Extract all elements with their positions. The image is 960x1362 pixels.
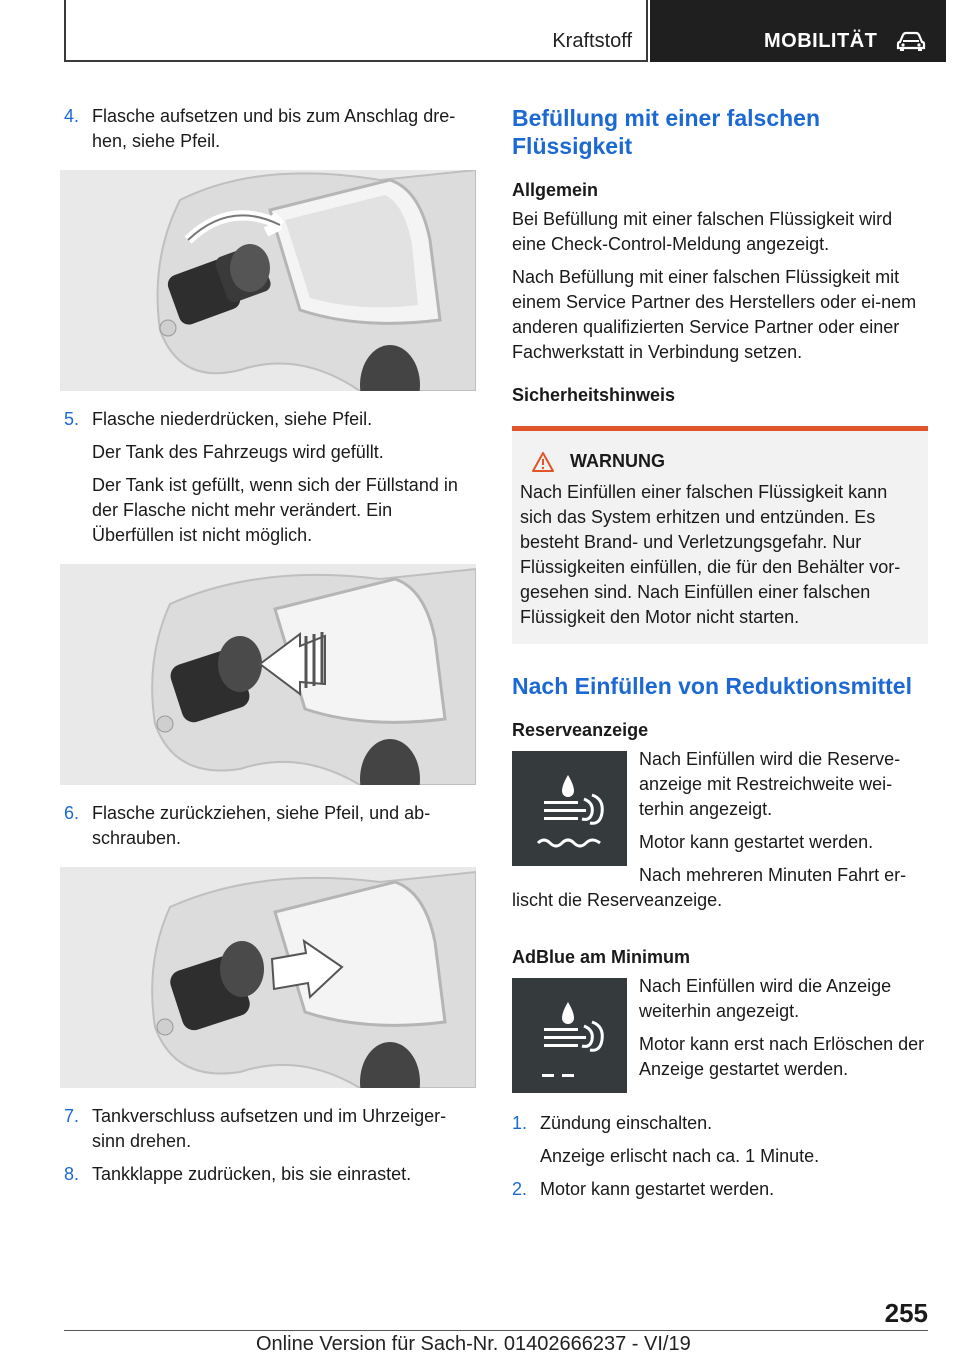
adblue-minimum-indicator-icon bbox=[512, 978, 627, 1093]
step-7 bbox=[64, 1104, 476, 1154]
step-4 bbox=[64, 104, 476, 154]
step-text: Tankverschluss aufsetzen und im Uhrzeiger‐sinn drehen. bbox=[92, 1106, 447, 1151]
safety-heading: Sicherheitshinweis bbox=[512, 385, 676, 405]
bottle-illustration bbox=[60, 170, 476, 391]
refill-step-1 bbox=[512, 1111, 928, 1136]
page-number: 255 bbox=[884, 1298, 928, 1328]
warning-text: Nach Einfüllen einer falschen Flüssigkeit kann sich das System erhitzen und entzünden. Es besteht Brand- und Verletzungsgefahr. Nur Flüssigkeiten einfüllen, die für den Behälter vor‐gesehen sind. Nach Einfüllen einer falschen Flüssigkeit den Motor nicht starten. bbox=[520, 482, 901, 627]
reserve-paragraph-3: Nach mehreren Minuten Fahrt er‐lischt die Reserveanzeige. bbox=[512, 865, 907, 910]
step-number: 5. bbox=[64, 409, 80, 429]
general-paragraph-2: Nach Befüllung mit einer falschen Flüssigkeit mit einem Service Partner des Herstellers oder ei‐nem anderen qualifizierten Service Partner oder einer Fachwerkstatt in Verbindung setzen. bbox=[512, 267, 917, 362]
bottle-illustration bbox=[60, 564, 476, 785]
step-number: 2. bbox=[512, 1179, 528, 1199]
warning-title: WARNUNG bbox=[570, 451, 665, 471]
step-text: Flasche niederdrücken, siehe Pfeil. bbox=[92, 409, 373, 429]
step-text: Tankklappe zudrücken, bis sie einrastet. bbox=[92, 1164, 412, 1184]
reserve-block bbox=[512, 747, 928, 921]
bottle-illustration bbox=[60, 867, 476, 1088]
photo-bottle-screw bbox=[60, 170, 476, 391]
minimum-paragraph-2: Motor kann erst nach Erlöschen der Anzeige gestartet werden. bbox=[639, 1034, 925, 1079]
step-8 bbox=[64, 1162, 476, 1187]
minimum-block bbox=[512, 974, 928, 1097]
step-number: 7. bbox=[64, 1106, 80, 1126]
header-chapter-box bbox=[650, 0, 946, 62]
car-icon bbox=[896, 30, 926, 52]
step-5-note-1: Der Tank des Fahrzeugs wird gefüllt. bbox=[92, 442, 384, 462]
left-column bbox=[64, 104, 476, 1195]
header-section-box bbox=[64, 0, 648, 62]
step-text: Motor kann gestartet werden. bbox=[540, 1179, 775, 1199]
reserve-heading: Reserveanzeige bbox=[512, 720, 649, 740]
wrong-fluid-heading: Befüllung mit einer falschen Flüssigkeit bbox=[512, 105, 820, 159]
header-chapter-title: MOBILITÄT bbox=[764, 30, 878, 52]
step-text: Flasche zurückziehen, siehe Pfeil, und ab‐schrauben. bbox=[92, 803, 431, 848]
step-6 bbox=[64, 801, 476, 851]
adblue-reserve-indicator-icon bbox=[512, 751, 627, 866]
after-refill-heading: Nach Einfüllen von Reduktionsmittel bbox=[512, 673, 912, 699]
step-number: 1. bbox=[512, 1113, 528, 1133]
reserve-paragraph-2: Motor kann gestartet werden. bbox=[639, 832, 874, 852]
reserve-paragraph-1: Nach Einfüllen wird die Reserve‐anzeige mit Restreichweite wei‐terhin angezeigt. bbox=[639, 749, 901, 819]
minimum-heading: AdBlue am Minimum bbox=[512, 947, 691, 967]
photo-bottle-press bbox=[60, 564, 476, 785]
step-number: 4. bbox=[64, 106, 80, 126]
warning-title-row bbox=[520, 451, 920, 472]
step-number: 8. bbox=[64, 1164, 80, 1184]
step-5 bbox=[64, 407, 476, 432]
step-text: Flasche aufsetzen und bis zum Anschlag dre‐hen, siehe Pfeil. bbox=[92, 106, 456, 151]
footer-divider bbox=[64, 1330, 928, 1331]
step-number: 6. bbox=[64, 803, 80, 823]
footer-online-version: Online Version für Sach-Nr. 01402666237 - VI/19 bbox=[256, 1333, 691, 1355]
warning-box bbox=[512, 426, 928, 644]
photo-bottle-pull bbox=[60, 867, 476, 1088]
warning-triangle-icon bbox=[532, 452, 554, 472]
refill-step-1-note: Anzeige erlischt nach ca. 1 Minute. bbox=[540, 1146, 820, 1166]
minimum-paragraph-1: Nach Einfüllen wird die Anzeige weiterhin angezeigt. bbox=[639, 976, 892, 1021]
general-paragraph-1: Bei Befüllung mit einer falschen Flüssigkeit wird eine Check-Control-Meldung angezeigt. bbox=[512, 209, 893, 254]
step-5-note-2: Der Tank ist gefüllt, wenn sich der Füllstand in der Flasche nicht mehr verändert. Ein Überfüllen ist nicht möglich. bbox=[92, 475, 458, 545]
step-text: Zündung einschalten. bbox=[540, 1113, 713, 1133]
general-heading: Allgemein bbox=[512, 180, 599, 200]
refill-step-2 bbox=[512, 1177, 928, 1202]
right-column bbox=[512, 104, 928, 1210]
header-section-title: Kraftstoff bbox=[552, 30, 632, 52]
